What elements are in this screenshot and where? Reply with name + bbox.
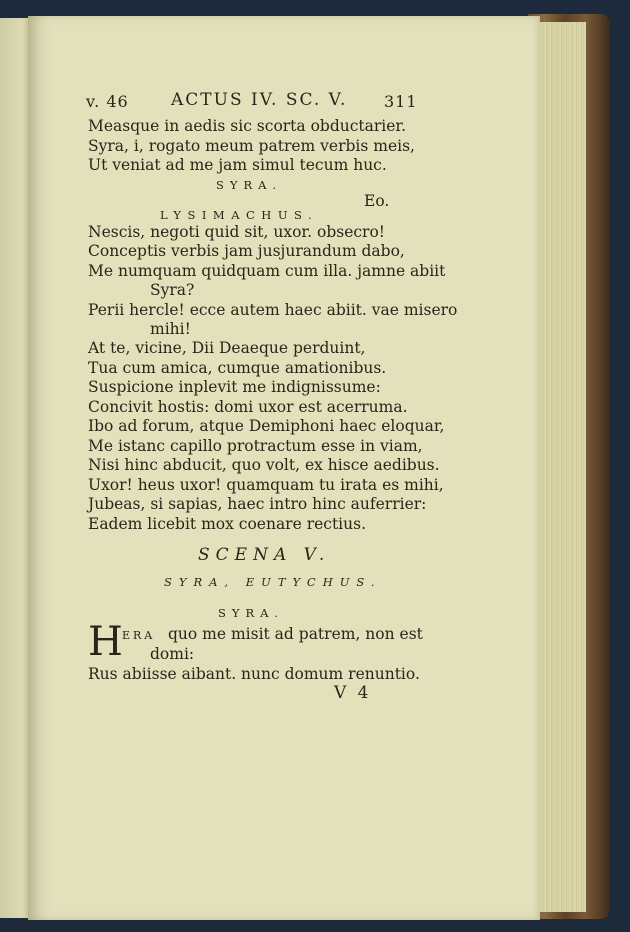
verse-line: At te, vicine, Dii Deaeque perduint, xyxy=(88,339,366,357)
verse-line: Suspicione inplevit me indignissume: xyxy=(88,378,381,396)
signature-mark: V 4 xyxy=(334,683,372,703)
smallcaps-word: ERA xyxy=(122,629,156,642)
verse-line: Me numquam quidquam cum illa. jamne abiit xyxy=(88,262,446,280)
speaker-lysimachus: LYSIMACHUS. xyxy=(160,208,319,222)
header-line-ref: v. 46 xyxy=(86,92,129,111)
drop-cap: H xyxy=(88,619,123,665)
reply-syra: Eo. xyxy=(364,192,390,210)
verse-line: Ibo ad forum, atque Demiphoni haec eloquar, xyxy=(88,417,445,435)
verse-line: mihi! xyxy=(150,320,191,338)
scene-title: SCENA V. xyxy=(198,545,331,565)
verse-line: Rus abiisse aibant. nunc domum renuntio. xyxy=(88,665,420,683)
page-number: 311 xyxy=(384,92,418,111)
verse-line: Conceptis verbis jam jusjurandum dabo, xyxy=(88,242,405,260)
book-page xyxy=(28,16,540,920)
verse-line: Perii hercle! ecce autem haec abiit. vae misero xyxy=(88,301,458,319)
verse-line: Concivit hostis: domi uxor est acerruma. xyxy=(88,398,408,416)
header-title: ACTUS IV. SC. V. xyxy=(171,90,348,110)
speaker-syra: SYRA. xyxy=(218,606,285,620)
verse-line: Tua cum amica, cumque amationibus. xyxy=(88,359,387,377)
verse-line: Eadem licebit mox coenare rectius. xyxy=(88,515,367,533)
verse-line: Syra, i, rogato meum patrem verbis meis, xyxy=(88,137,415,155)
verse-line: quo me misit ad patrem, non est xyxy=(168,625,423,643)
verse-line: Measque in aedis sic scorta obductarier. xyxy=(88,117,407,135)
verse-line: Nescis, negoti quid sit, uxor. obsecro! xyxy=(88,223,386,241)
verse-line: Me istanc capillo protractum esse in viam, xyxy=(88,437,423,455)
verse-line: Uxor! heus uxor! quamquam tu irata es mihi, xyxy=(88,476,444,494)
verse-line: domi: xyxy=(150,645,195,663)
verse-line: Nisi hinc abducit, quo volt, ex hisce aedibus. xyxy=(88,456,440,474)
verse-line: Syra? xyxy=(150,281,195,299)
verse-line: Jubeas, si sapias, haec intro hinc auferrier: xyxy=(88,495,427,513)
scene-characters: SYRA, EUTYCHUS. xyxy=(164,575,382,589)
speaker-syra: SYRA. xyxy=(216,178,283,192)
verse-line: Ut veniat ad me jam simul tecum huc. xyxy=(88,156,387,174)
